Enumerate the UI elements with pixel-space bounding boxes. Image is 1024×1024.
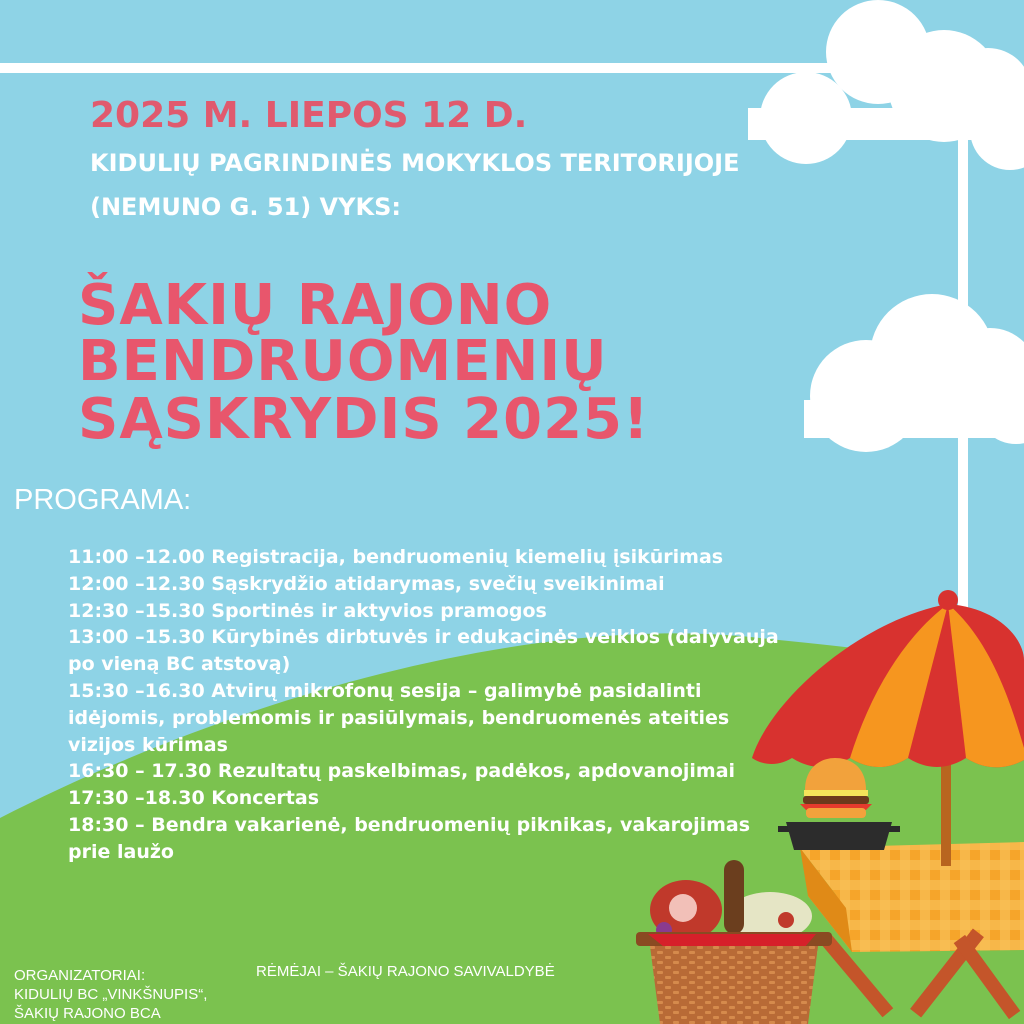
program-line: po vieną BC atstovą) bbox=[68, 653, 291, 676]
organizers-label: ORGANIZATORIAI: bbox=[14, 967, 146, 984]
program-line: prie laužo bbox=[68, 840, 174, 863]
program-line: idėjomis, problemomis ir pasiūlymais, bendruomenės ateities bbox=[68, 706, 730, 729]
event-location-line2: (NEMUNO G. 51) VYKS: bbox=[90, 193, 401, 221]
program-list bbox=[68, 544, 779, 866]
headline-line1: ŠAKIŲ RAJONO bbox=[78, 273, 553, 338]
event-location-line1: KIDULIŲ PAGRINDINĖS MOKYKLOS TERITORIJOJE bbox=[90, 149, 740, 177]
program-line: 16:30 – 17.30 Rezultatų paskelbimas, padėkos, apdovanojimai bbox=[68, 760, 736, 783]
program-line: vizijos kūrimas bbox=[68, 733, 228, 756]
frame-top-line bbox=[0, 63, 870, 73]
program-line: 15:30 –16.30 Atvirų mikrofonų sesija – galimybė pasidalinti bbox=[68, 679, 702, 702]
program-line: 12:30 –15.30 Sportinės ir aktyvios pramogos bbox=[68, 599, 547, 622]
program-line: 18:30 – Bendra vakarienė, bendruomenių piknikas, vakarojimas bbox=[68, 813, 751, 836]
program-line: 17:30 –18.30 Koncertas bbox=[68, 787, 320, 810]
headline-line2: BENDRUOMENIŲ bbox=[78, 329, 608, 394]
program-line: 13:00 –15.30 Kūrybinės dirbtuvės ir edukacinės veiklos (dalyvauja bbox=[68, 626, 779, 649]
grill-pan-icon bbox=[778, 822, 900, 850]
headline-line3: SĄSKRYDIS 2025! bbox=[78, 387, 650, 452]
program-line: 11:00 –12.00 Registracija, bendruomenių kiemelių įsikūrimas bbox=[68, 546, 724, 568]
organizer-2: ŠAKIŲ RAJONO BCA bbox=[14, 1005, 161, 1022]
event-date: 2025 M. LIEPOS 12 D. bbox=[90, 95, 528, 136]
organizer-1: KIDULIŲ BC „VINKŠNUPIS“, bbox=[14, 986, 208, 1003]
program-line: 12:00 –12.30 Sąskrydžio atidarymas, svečių sveikinimai bbox=[68, 572, 665, 595]
program-title: PROGRAMA: bbox=[14, 484, 192, 516]
sponsors-text: RĖMĖJAI – ŠAKIŲ RAJONO SAVIVALDYBĖ bbox=[256, 963, 555, 980]
